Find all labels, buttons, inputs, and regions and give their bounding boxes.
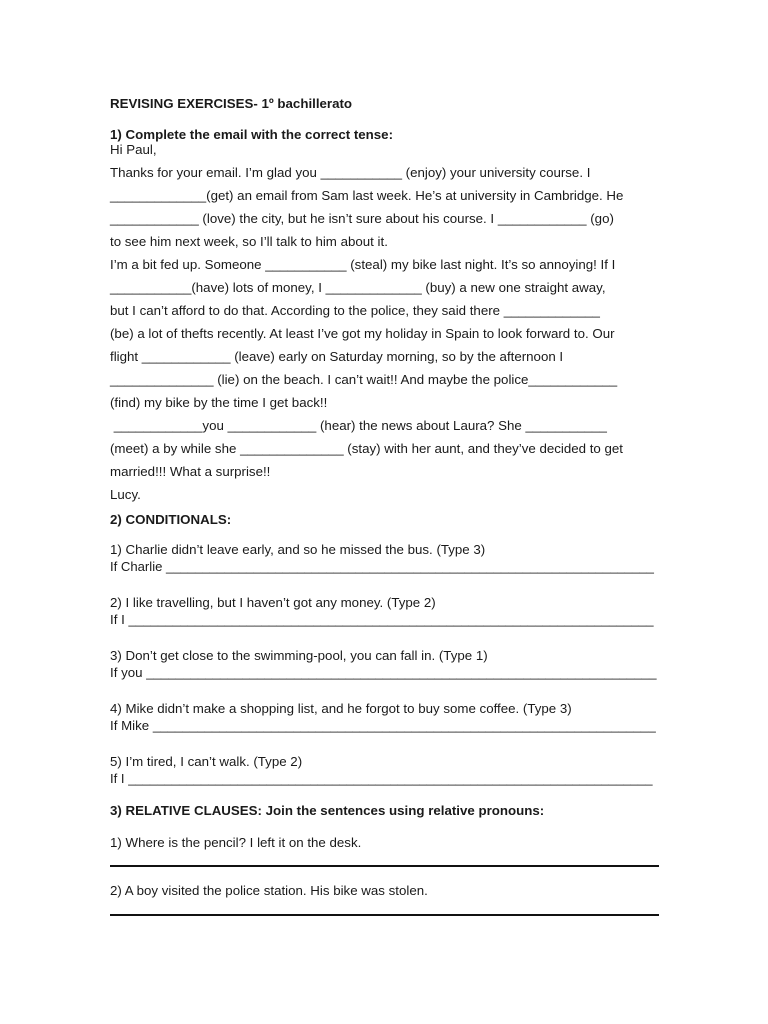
section-1-heading: 1) Complete the email with the correct tense:: [110, 127, 393, 142]
email-greeting: Hi Paul,: [110, 142, 157, 157]
email-line: but I can’t afford to do that. According to the police, they said there _____________: [110, 303, 600, 318]
conditional-prompt: 5) I’m tired, I can’t walk. (Type 2): [110, 754, 303, 769]
relative-clause-prompt: 1) Where is the pencil? I left it on the desk.: [110, 835, 362, 850]
email-line: (meet) a by while she ______________ (stay) with her aunt, and they’ve decided to get: [110, 441, 623, 456]
conditional-prompt: 3) Don’t get close to the swimming-pool, you can fall in. (Type 1): [110, 648, 488, 663]
email-line: Thanks for your email. I’m glad you ___________ (enjoy) your university course. I: [110, 165, 591, 180]
conditional-answer-line[interactable]: If Mike ____________________________________________________________________: [110, 718, 656, 733]
email-line: flight ____________ (leave) early on Saturday morning, so by the afternoon I: [110, 349, 564, 364]
conditional-answer-line[interactable]: If you _____________________________________________________________________: [110, 665, 657, 680]
answer-rule[interactable]: [110, 914, 659, 916]
email-line: to see him next week, so I’ll talk to him about it.: [110, 234, 388, 249]
email-line: ______________ (lie) on the beach. I can’t wait!! And maybe the police____________: [110, 372, 618, 387]
conditional-prompt: 1) Charlie didn’t leave early, and so he missed the bus. (Type 3): [110, 542, 486, 557]
section-3-heading: 3) RELATIVE CLAUSES: Join the sentences using relative pronouns:: [110, 803, 545, 818]
email-line: ____________you ____________ (hear) the news about Laura? She ___________: [110, 418, 607, 433]
email-line: I’m a bit fed up. Someone ___________ (steal) my bike last night. It’s so annoying! If I: [110, 257, 616, 272]
email-line: (find) my bike by the time I get back!!: [110, 395, 328, 410]
answer-rule[interactable]: [110, 865, 659, 867]
conditional-answer-line[interactable]: If I _______________________________________________________________________: [110, 612, 654, 627]
section-2-heading: 2) CONDITIONALS:: [110, 512, 232, 527]
conditional-answer-line[interactable]: If Charlie ___________________________________________________________________: [110, 559, 654, 574]
conditional-answer-line[interactable]: If I ________________________________________________________________________: [110, 771, 653, 786]
relative-clause-prompt: 2) A boy visited the police station. His bike was stolen.: [110, 883, 428, 898]
worksheet-title: REVISING EXERCISES- 1º bachillerato: [110, 96, 353, 111]
conditional-prompt: 2) I like travelling, but I haven’t got any money. (Type 2): [110, 595, 436, 610]
email-line: ___________(have) lots of money, I _____________ (buy) a new one straight away,: [110, 280, 606, 295]
email-line: married!!! What a surprise!!: [110, 464, 271, 479]
email-line: ____________ (love) the city, but he isn’t sure about his course. I ____________ (go): [110, 211, 614, 226]
email-line: (be) a lot of thefts recently. At least I’ve got my holiday in Spain to look forward to. Our: [110, 326, 615, 341]
email-line: _____________(get) an email from Sam last week. He’s at university in Cambridge. He: [110, 188, 624, 203]
email-signature: Lucy.: [110, 487, 141, 502]
conditional-prompt: 4) Mike didn’t make a shopping list, and he forgot to buy some coffee. (Type 3): [110, 701, 572, 716]
